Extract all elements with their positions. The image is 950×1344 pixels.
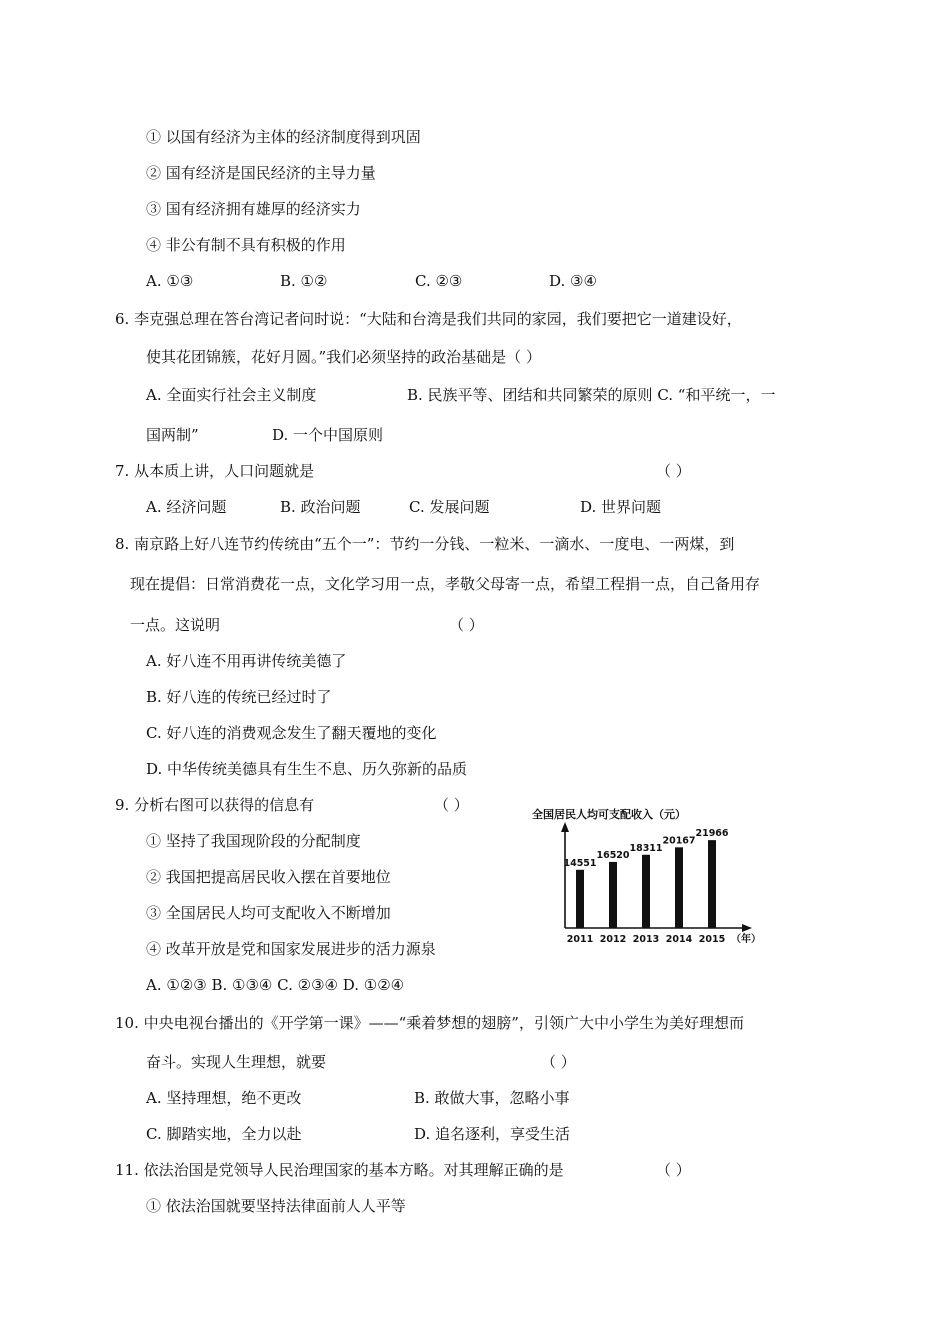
question-6-option-b: B. 民族平等、团结和共同繁荣的原则 C. “和平统一，一 <box>407 386 776 404</box>
question-7-option-b: B. 政治问题 <box>280 498 361 516</box>
chart-tick-label-2013: 2013 <box>632 934 660 945</box>
question-7-option-c: C. 发展问题 <box>409 498 490 516</box>
question-9-options: A. ①②③ B. ①③④ C. ②③④ D. ①②④ <box>146 976 405 994</box>
chart-bar-2013 <box>642 855 650 928</box>
question-8-option-a: A. 好八连不用再讲传统美德了 <box>146 652 347 670</box>
question-11-statement-1: ① 依法治国就要坚持法律面前人人平等 <box>146 1197 406 1215</box>
chart-y-axis-arrow <box>561 822 569 832</box>
question-10-option-c: C. 脚踏实地，全力以赴 <box>146 1125 302 1143</box>
statement-3: ③ 国有经济拥有雄厚的经济实力 <box>146 200 361 218</box>
question-7-option-a: A. 经济问题 <box>146 498 227 516</box>
answer-option-a: A. ①③ <box>146 272 194 290</box>
answer-option-c: C. ②③ <box>415 272 463 290</box>
chart-x-axis-label: （年） <box>731 934 761 945</box>
income-bar-chart <box>528 800 768 945</box>
chart-tick-label-2012: 2012 <box>599 934 627 945</box>
statement-4: ④ 非公有制不具有积极的作用 <box>146 236 346 254</box>
question-7-answer-blank: （ ） <box>656 462 691 480</box>
question-10-text-cont: 奋斗。实现人生理想，就要 <box>146 1053 327 1071</box>
question-8-text-cont-1: 现在提倡：日常消费花一点，文化学习用一点，孝敬父母寄一点，希望工程捐一点，自己备用存 <box>130 575 761 593</box>
chart-bar-2015 <box>708 840 716 928</box>
question-6-option-c-cont: 国两制” <box>146 426 199 444</box>
question-8-option-d: D. 中华传统美德具有生生不息、历久弥新的品质 <box>146 760 468 778</box>
chart-data-label-2013: 18311 <box>629 842 663 854</box>
chart-title: 全国居民人均可支配收入（元） <box>532 808 686 821</box>
question-8-text: 8. 南京路上好八连节约传统由“五个一”：节约一分钱、一粒米、一滴水、一度电、一两煤，到 <box>115 535 735 553</box>
chart-data-label-2015: 21966 <box>695 828 729 840</box>
question-9-statement-3: ③ 全国居民人均可支配收入不断增加 <box>146 904 391 922</box>
question-10-option-d: D. 追名逐利，享受生活 <box>414 1125 571 1143</box>
chart-bar-2014 <box>675 847 683 928</box>
statement-1: ① 以国有经济为主体的经济制度得到巩固 <box>146 128 421 146</box>
question-10-answer-blank: （ ） <box>541 1053 576 1071</box>
question-8-text-cont-2: 一点。这说明 <box>130 616 221 634</box>
chart-x-axis-arrow <box>742 924 752 932</box>
chart-tick-label-2014: 2014 <box>665 934 693 945</box>
question-11-text: 11. 依法治国是党领导人民治理国家的基本方略。对其理解正确的是 <box>115 1161 564 1179</box>
statement-2: ② 国有经济是国民经济的主导力量 <box>146 164 376 182</box>
answer-option-b: B. ①② <box>280 272 328 290</box>
question-9-statement-2: ② 我国把提高居民收入摆在首要地位 <box>146 868 391 886</box>
question-9-statement-1: ① 坚持了我国现阶段的分配制度 <box>146 832 361 850</box>
question-6-option-d: D. 一个中国原则 <box>272 426 384 444</box>
answer-option-d: D. ③④ <box>549 272 597 290</box>
question-8-option-b: B. 好八连的传统已经过时了 <box>146 688 332 706</box>
question-10-option-b: B. 敢做大事，忽略小事 <box>414 1089 570 1107</box>
chart-data-label-2011: 14551 <box>563 857 597 869</box>
question-11-answer-blank: （ ） <box>656 1161 691 1179</box>
question-7-option-d: D. 世界问题 <box>580 498 662 516</box>
chart-data-label-2014: 20167 <box>662 835 696 847</box>
question-6-text: 6. 李克强总理在答台湾记者问时说：“大陆和台湾是我们共同的家园，我们要把它一道建设好， <box>115 310 742 328</box>
chart-data-label-2012: 16520 <box>596 849 630 861</box>
chart-tick-label-2015: 2015 <box>698 934 726 945</box>
chart-bar-2012 <box>609 862 617 928</box>
question-9-text: 9. 分析右图可以获得的信息有 <box>115 796 315 814</box>
question-9-answer-blank: （ ） <box>434 796 469 814</box>
chart-tick-label-2011: 2011 <box>566 934 594 945</box>
question-10-text: 10. 中央电视台播出的《开学第一课》——“乘着梦想的翅膀”，引领广大中小学生为美好理想而 <box>115 1014 744 1032</box>
question-6-option-a: A. 全面实行社会主义制度 <box>146 386 317 404</box>
question-8-option-c: C. 好八连的消费观念发生了翻天覆地的变化 <box>146 724 437 742</box>
question-8-answer-blank: （ ） <box>449 616 484 634</box>
question-6-text-cont: 使其花团锦簇，花好月圆。”我们必须坚持的政治基础是（ ） <box>146 348 541 366</box>
question-10-option-a: A. 坚持理想，绝不更改 <box>146 1089 302 1107</box>
chart-bar-2011 <box>576 870 584 928</box>
question-9-statement-4: ④ 改革开放是党和国家发展进步的活力源泉 <box>146 940 436 958</box>
question-7-text: 7. 从本质上讲，人口问题就是 <box>115 462 315 480</box>
